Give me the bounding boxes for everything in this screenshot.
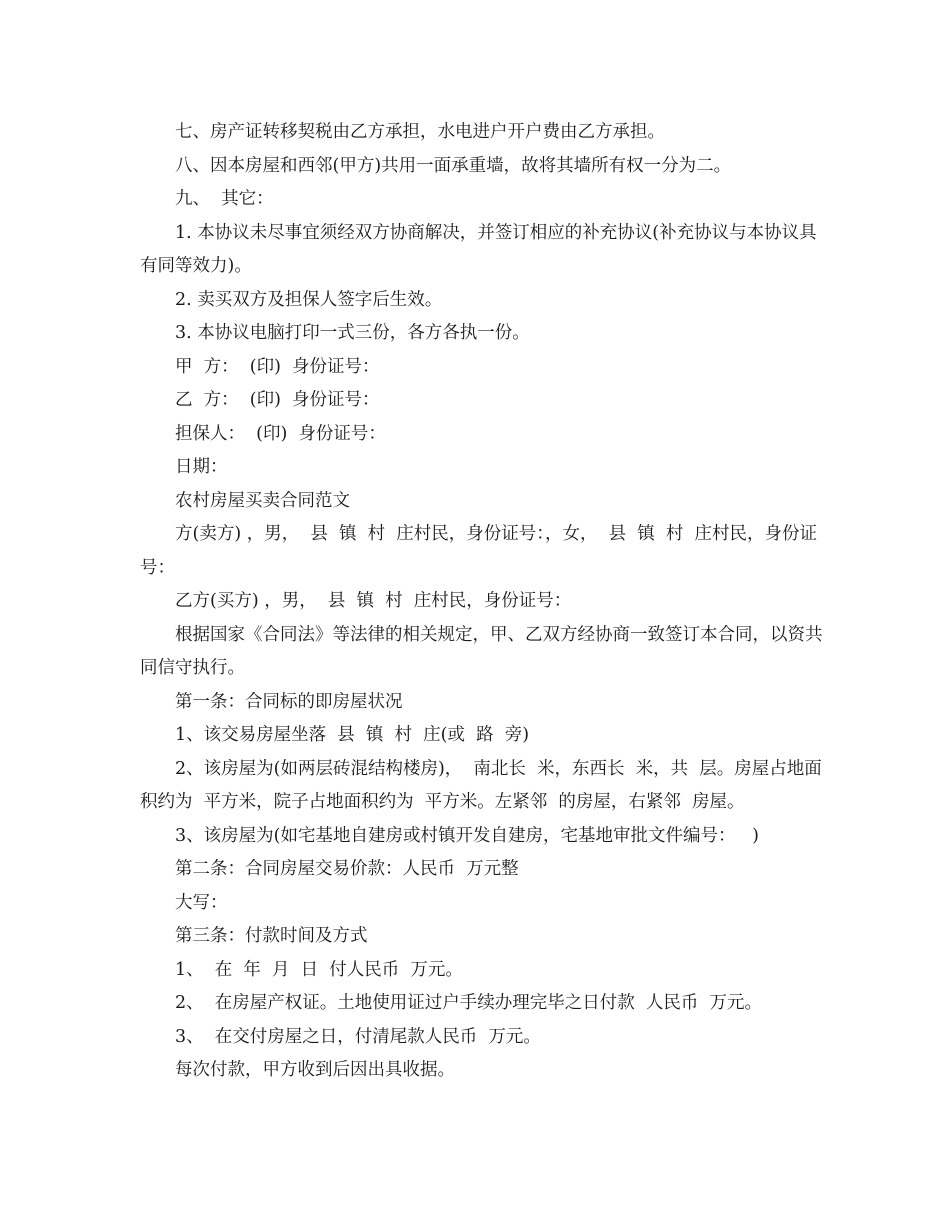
amount-in-words: 大写：	[175, 892, 228, 913]
payment-item-2: 2、 在房屋产权证。土地使用证过户手续办理完毕之日付款 人民币 万元。	[175, 993, 763, 1013]
article-1-heading: 第一条：合同标的即房屋状况	[175, 691, 403, 712]
clause-8: 八、因本房屋和西邻(甲方)共用一面承重墙，故将其墙所有权一分为二。	[175, 155, 732, 176]
article-1-item-1: 1、该交易房屋坐落 县 镇 村 庄(或 路 旁)	[175, 725, 530, 745]
document-body	[140, 116, 830, 1088]
payment-item-3: 3、 在交付房屋之日，付清尾款人民币 万元。	[175, 1026, 541, 1047]
date-line: 日期：	[175, 457, 228, 477]
article-2-heading: 第二条：合同房屋交易价款：人民币 万元整	[175, 859, 519, 879]
guarantor-signature-line: 担保人： (印) 身份证号：	[175, 423, 386, 444]
party-a-signature-line: 甲 方： (印) 身份证号：	[175, 356, 380, 377]
buyer-info: 乙方(买方) ，男， 县 镇 村 庄村民，身份证号：	[175, 591, 572, 611]
seller-info: 方(卖方) ，男， 县 镇 村 庄村民，身份证号：，女， 县 镇 村 庄村民，身份证号：	[140, 524, 817, 578]
other-item-3: 3. 本协议电脑打印一式三份，各方各执一份。	[175, 323, 530, 343]
article-1-item-3: 3、该房屋为(如宅基地自建房或村镇开发自建房，宅基地审批文件编号： )	[175, 825, 759, 846]
other-item-1: 1. 本协议未尽事宜须经双方协商解决，并签订相应的补充协议(补充协议与本协议具有同等效力)。	[140, 222, 817, 276]
other-item-2: 2. 卖买双方及担保人签字后生效。	[175, 289, 443, 310]
party-b-signature-line: 乙 方： (印) 身份证号：	[175, 390, 380, 410]
receipt-note: 每次付款，甲方收到后因出具收据。	[175, 1060, 455, 1080]
clause-9-heading: 九、 其它：	[175, 189, 274, 209]
clause-7: 七、房产证转移契税由乙方承担，水电进户开户费由乙方承担。	[175, 122, 665, 142]
article-1-item-2: 2、该房屋为(如两层砖混结构楼房)， 南北长 米，东西长 米，共 层。房屋占地面积约为 平方米，院子占地面积约为 平方米。左紧邻 的房屋，右紧邻 房屋。	[140, 758, 822, 812]
contract-preamble: 根据国家《合同法》等法律的相关规定，甲、乙双方经协商一致签订本合同，以资共同信守执行。	[140, 624, 823, 678]
section-title: 农村房屋买卖合同范文	[175, 490, 350, 511]
article-3-heading: 第三条：付款时间及方式	[175, 926, 368, 946]
payment-item-1: 1、 在 年 月 日 付人民币 万元。	[175, 959, 463, 980]
